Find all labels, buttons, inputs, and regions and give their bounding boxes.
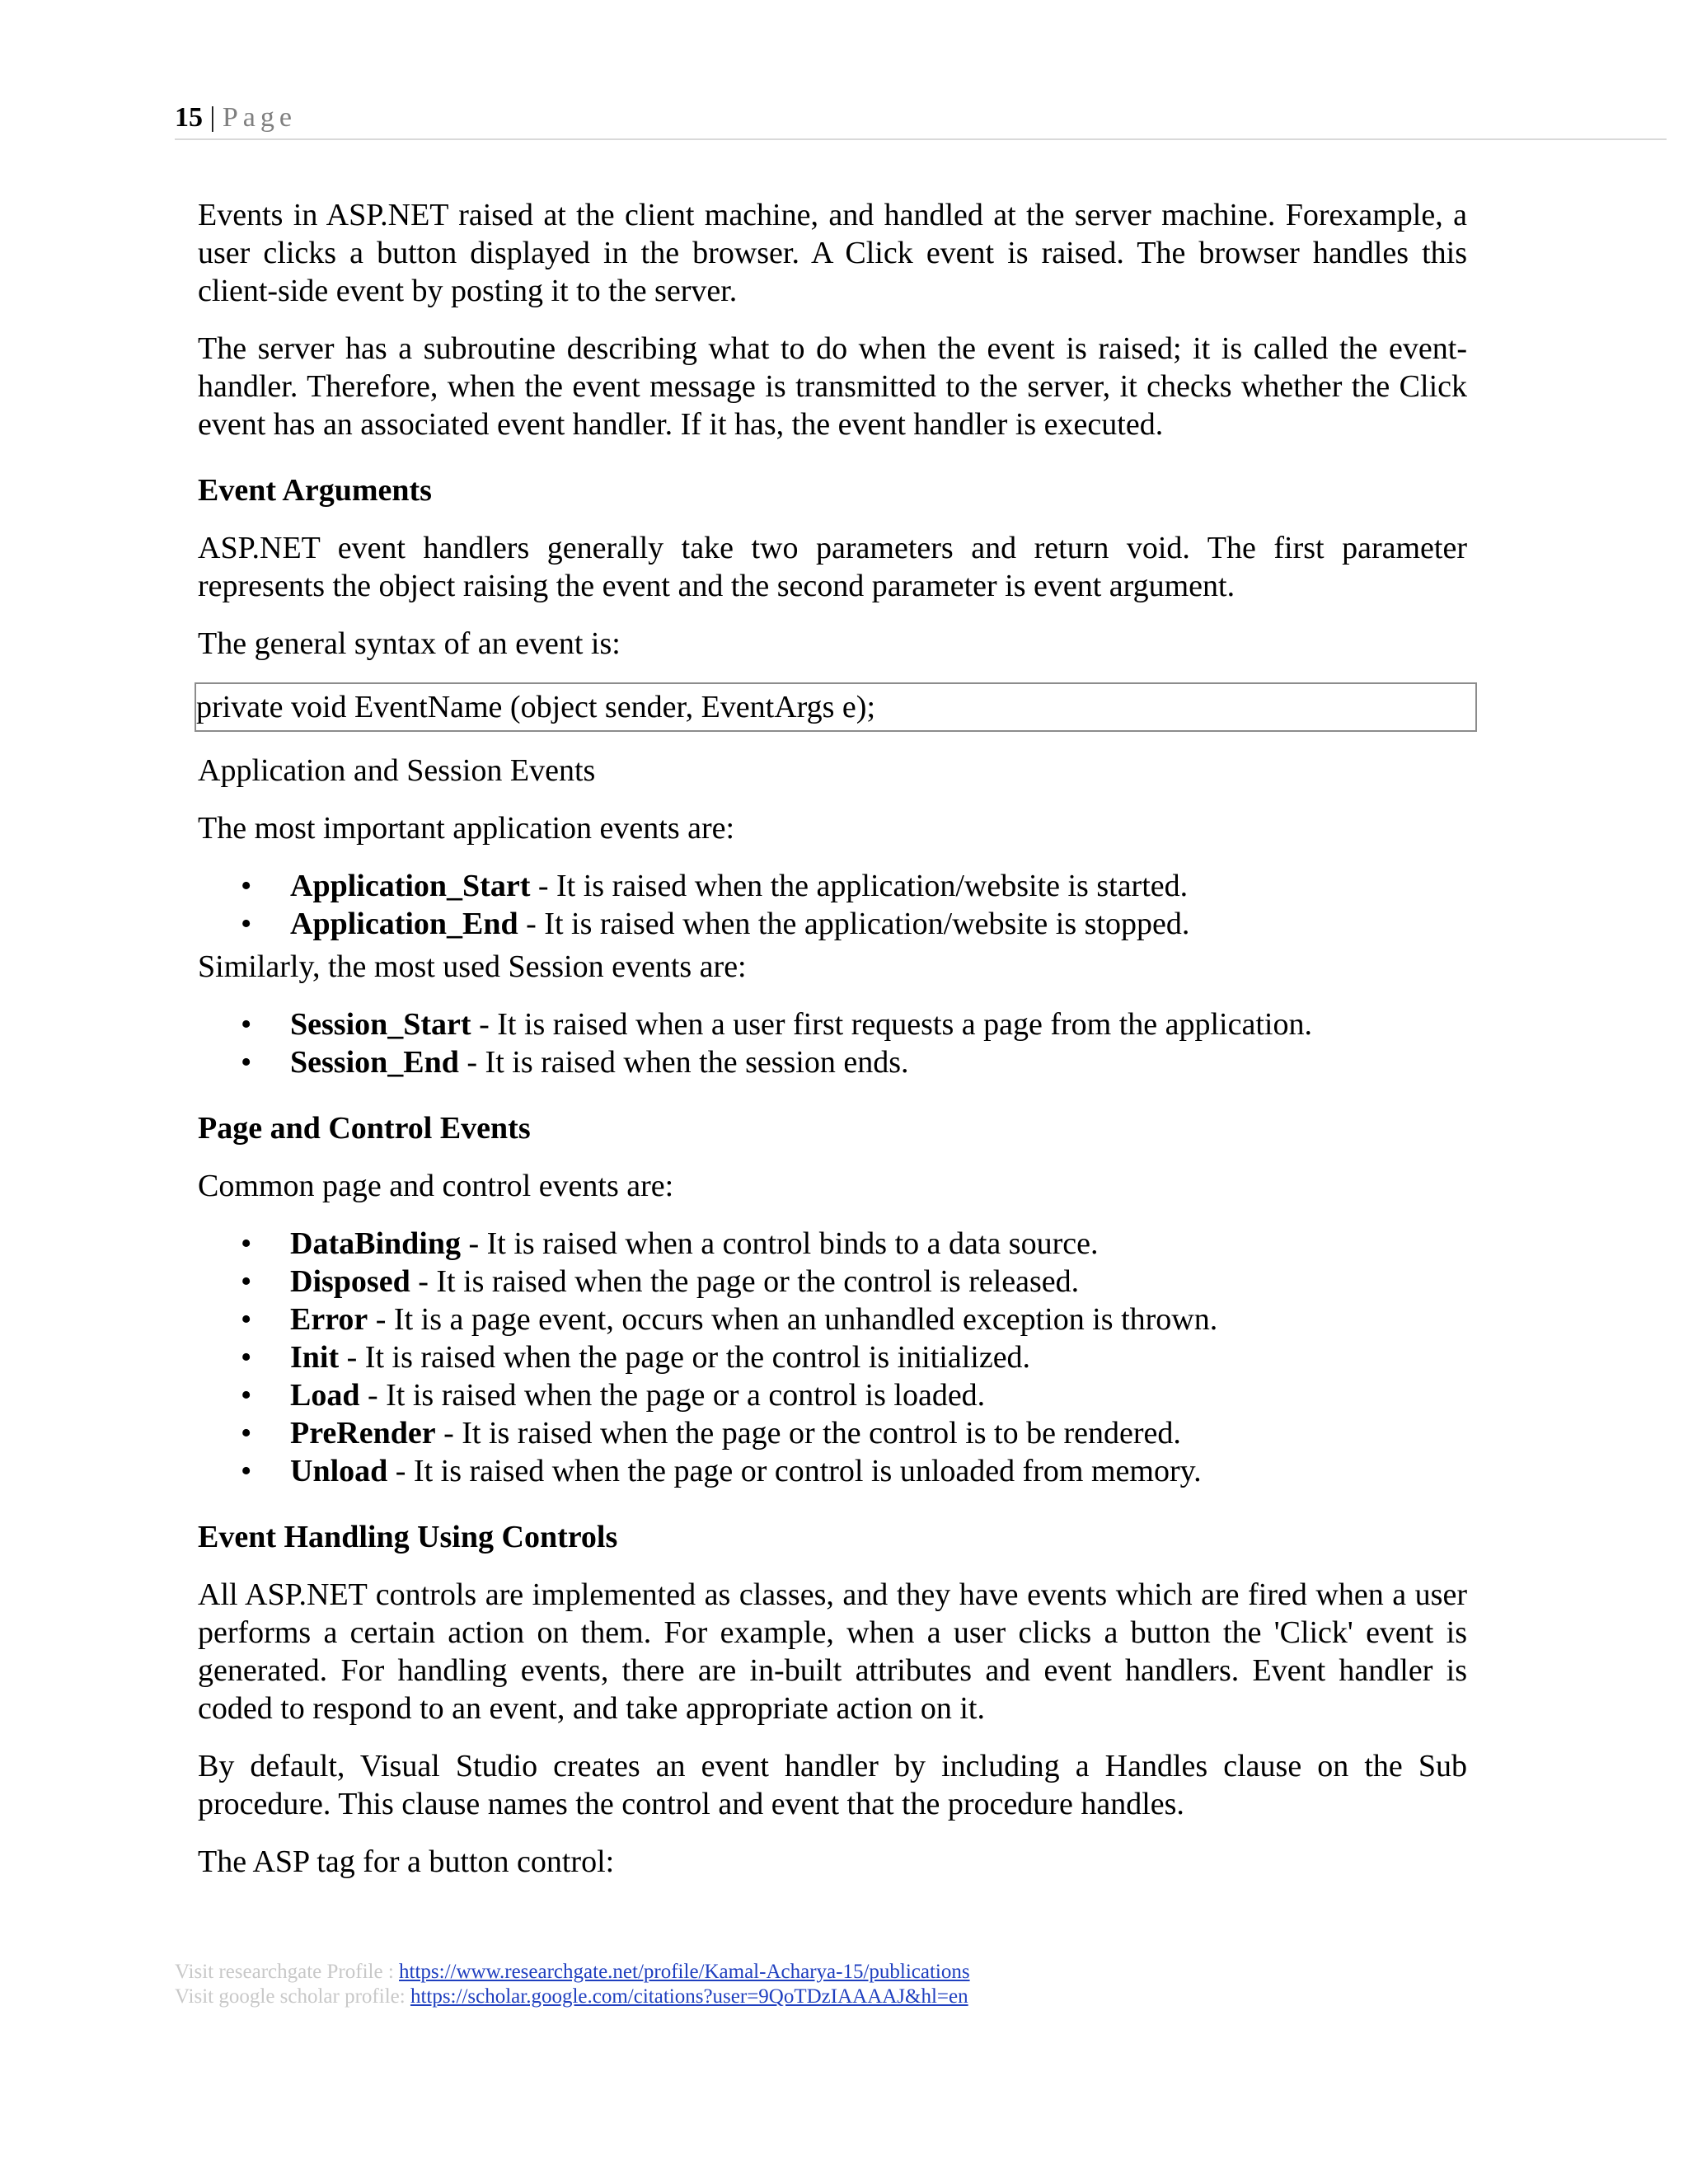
- list-item-term: PreRender: [290, 1416, 436, 1451]
- session-events-list: [198, 1005, 1467, 1081]
- bullet-icon: •: [241, 907, 252, 941]
- list-item-desc: - It is raised when the page or control is unloaded from memory.: [387, 1454, 1202, 1488]
- paragraph-handlers: ASP.NET event handlers generally take two parameters and return void. The first parameter represents the object raising the event and the second parameter is event argument.: [198, 531, 1467, 603]
- paragraph-page-events-intro: Common page and control events are:: [198, 1169, 674, 1203]
- page-number: 15: [175, 102, 203, 133]
- list-item-desc: - It is raised when the page or a control is loaded.: [359, 1378, 986, 1413]
- footer-gs-label: Visit google scholar profile:: [175, 1985, 410, 2008]
- list-item: [198, 905, 1467, 943]
- page-word: Page: [222, 102, 297, 133]
- list-item-term: Application_End: [290, 907, 518, 941]
- bullet-icon: •: [241, 1340, 252, 1375]
- list-item: [198, 1005, 1467, 1043]
- page-header: [175, 97, 1667, 140]
- paragraph-asp-tag: The ASP tag for a button control:: [198, 1844, 615, 1879]
- app-events-list: [198, 867, 1467, 943]
- list-item: [198, 1376, 1467, 1414]
- bullet-icon: •: [241, 1378, 252, 1413]
- list-item: [198, 1301, 1467, 1338]
- list-item: [198, 1414, 1467, 1452]
- list-item-desc: - It is raised when the page or the control is initialized.: [339, 1340, 1031, 1375]
- footer-researchgate-line: [175, 1960, 970, 1985]
- list-item-term: Load: [290, 1378, 360, 1413]
- list-item-desc: - It is raised when the application/website is stopped.: [518, 907, 1190, 941]
- footer-scholar-line: [175, 1985, 970, 2009]
- heading-event-handling: Event Handling Using Controls: [198, 1520, 618, 1554]
- list-item: [198, 867, 1467, 905]
- page-events-list: [198, 1225, 1467, 1490]
- bullet-icon: •: [241, 1007, 252, 1042]
- heading-event-arguments: Event Arguments: [198, 473, 432, 508]
- header-separator: |: [203, 102, 223, 133]
- footer-rg-label: Visit researchgate Profile :: [175, 1961, 400, 1983]
- list-item-term: Unload: [290, 1454, 388, 1488]
- list-item-desc: - It is raised when the session ends.: [458, 1045, 909, 1080]
- bullet-icon: •: [241, 1302, 252, 1337]
- list-item-desc: - It is a page event, occurs when an unhandled exception is thrown.: [368, 1302, 1218, 1337]
- list-item-desc: - It is raised when a control binds to a data source.: [460, 1226, 1099, 1261]
- list-item-term: Disposed: [290, 1264, 410, 1299]
- list-item: [198, 1225, 1467, 1263]
- paragraph-session-intro: Similarly, the most used Session events are:: [198, 949, 747, 984]
- bullet-icon: •: [241, 869, 252, 903]
- researchgate-link[interactable]: https://www.researchgate.net/profile/Kamal-Acharya-15/publications: [399, 1961, 970, 1983]
- paragraph-controls: All ASP.NET controls are implemented as classes, and they have events which are fired when a user performs a certain action on them. For example, when a user clicks a button the 'Click' event is generated. For handling events, there are in-built attributes and event handlers. Event handler is coded to respond to an event, and take appropriate action on it.: [198, 1577, 1467, 1726]
- paragraph-intro: Events in ASP.NET raised at the client machine, and handled at the server machine. Forexample, a user clicks a button displayed in the browser. A Click event is raised. The browser handles this client-side event by posting it to the server.: [198, 198, 1467, 308]
- list-item-desc: - It is raised when the application/website is started.: [530, 869, 1189, 903]
- list-item: [198, 1043, 1467, 1081]
- list-item: [198, 1338, 1467, 1376]
- code-box: [195, 682, 1477, 732]
- list-item-term: DataBinding: [290, 1226, 461, 1261]
- bullet-icon: •: [241, 1416, 252, 1451]
- paragraph-syntax-intro: The general syntax of an event is:: [198, 626, 621, 661]
- list-item-desc: - It is raised when the page or the control is to be rendered.: [435, 1416, 1181, 1451]
- bullet-icon: •: [241, 1226, 252, 1261]
- list-item-term: Session_End: [290, 1045, 459, 1080]
- paragraph-server: The server has a subroutine describing what to do when the event is raised; it is called the event-handler. Therefore, when the event message is transmitted to the server, it checks whether the Click event has an associated event handler. If it has, the event handler is executed.: [198, 331, 1467, 442]
- list-item-term: Init: [290, 1340, 340, 1375]
- list-item-desc: - It is raised when a user first requests a page from the application.: [471, 1007, 1312, 1042]
- bullet-icon: •: [241, 1045, 252, 1080]
- paragraph-app-session-title: Application and Session Events: [198, 753, 596, 788]
- document-body: [198, 196, 1467, 1900]
- heading-page-control-events: Page and Control Events: [198, 1111, 531, 1146]
- bullet-icon: •: [241, 1264, 252, 1299]
- list-item-term: Error: [290, 1302, 368, 1337]
- bullet-icon: •: [241, 1454, 252, 1488]
- scholar-link[interactable]: https://scholar.google.com/citations?user=9QoTDzIAAAAJ&hl=en: [410, 1985, 968, 2008]
- paragraph-visual-studio: By default, Visual Studio creates an event handler by including a Handles clause on the Sub procedure. This clause names the control and event that the procedure handles.: [198, 1749, 1467, 1821]
- list-item: [198, 1263, 1467, 1301]
- page-footer: [175, 1960, 970, 2009]
- list-item-term: Session_Start: [290, 1007, 471, 1042]
- code-line: private void EventName (object sender, EventArgs e);: [196, 690, 875, 724]
- list-item: [198, 1452, 1467, 1490]
- list-item-desc: - It is raised when the page or the control is released.: [410, 1264, 1080, 1299]
- list-item-term: Application_Start: [290, 869, 531, 903]
- paragraph-app-events-intro: The most important application events are:: [198, 811, 735, 846]
